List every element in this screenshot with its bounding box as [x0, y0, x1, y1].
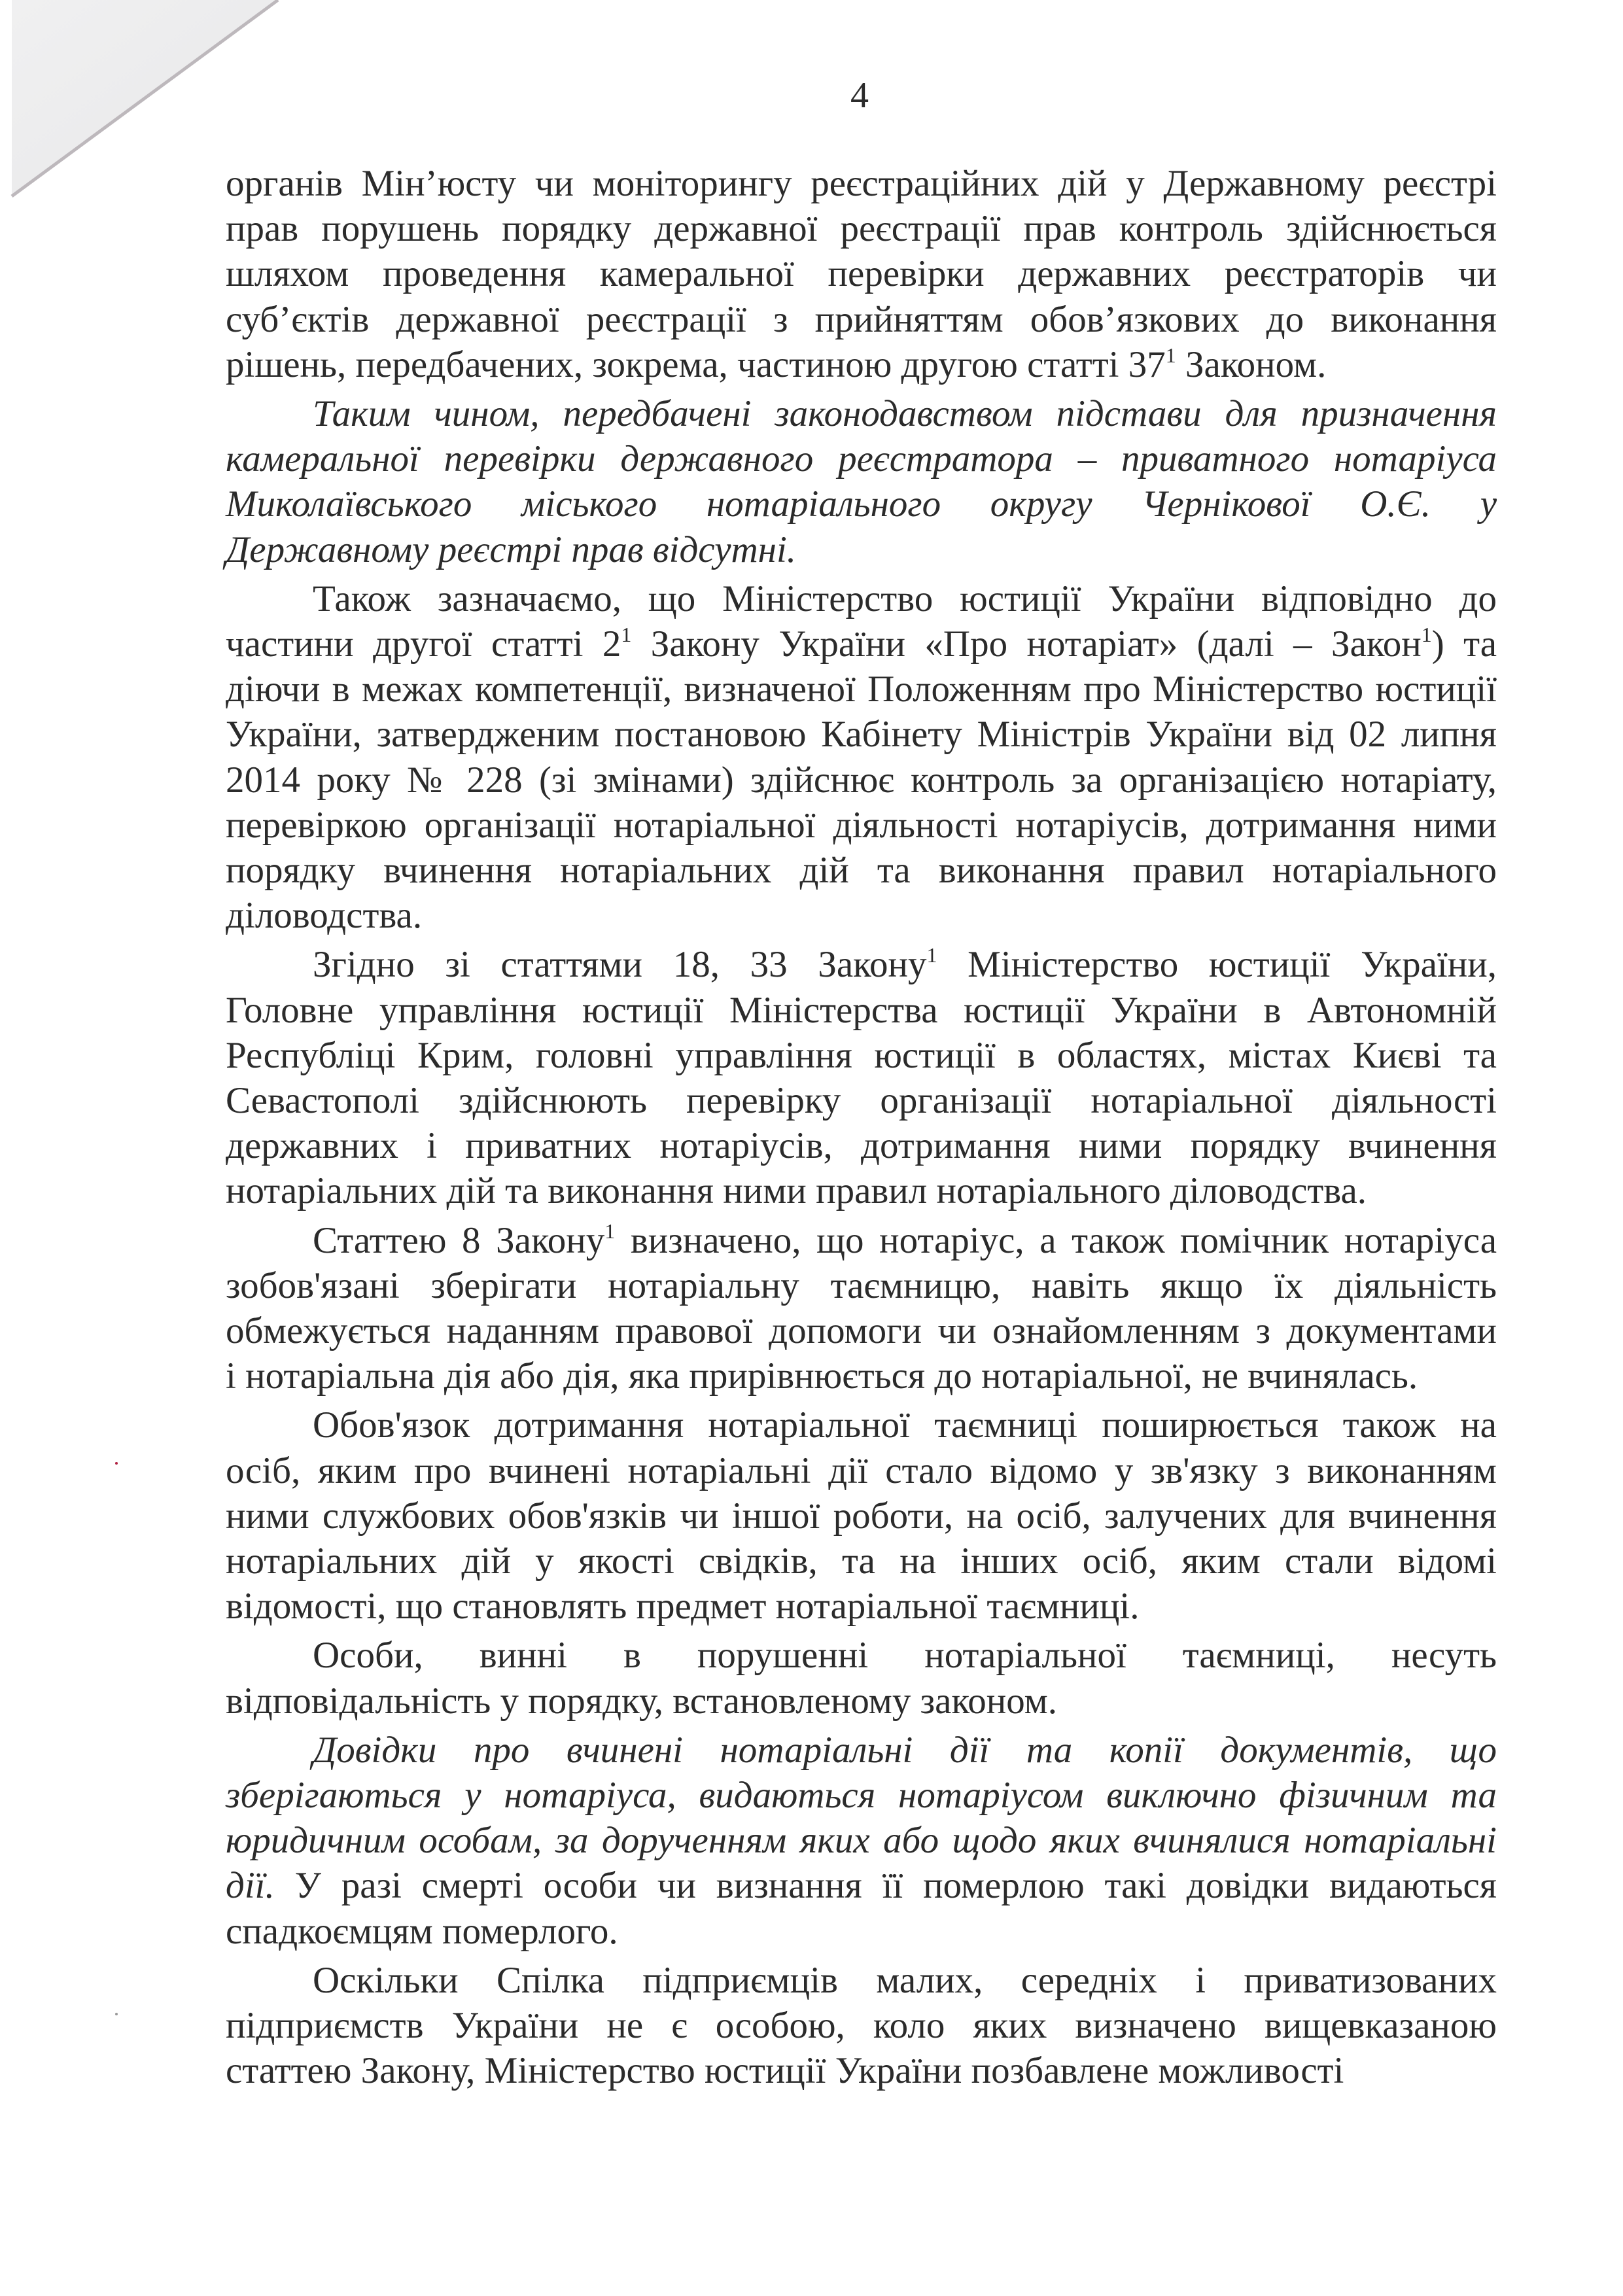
text-segment: Законом. — [1176, 343, 1327, 385]
text-line — [226, 1865, 1497, 1907]
scan-speck — [115, 1462, 118, 1465]
text-line: Миколаївського міського нотаріального округу Чернікової О.Є. у — [226, 483, 1497, 525]
text-line: нотаріальних дій та виконання ними правил нотаріального діловодства. — [226, 1170, 1367, 1212]
text-line — [313, 943, 1497, 986]
text-line: обмежується наданням правової допомоги чи ознайомленням з документами — [226, 1310, 1497, 1351]
text-line: діловодства. — [226, 895, 423, 937]
text-line: Оскільки Спілка підприємців малих, середніх і приватизованих — [313, 1959, 1497, 2001]
text-segment: рішень, передбачених, зокрема, частиною другою статті 37 — [226, 343, 1166, 385]
text-line: спадкоємцям померлого. — [226, 1910, 618, 1952]
text-line: Головне управління юстиції Міністерства юстиції України в Автономній — [226, 989, 1497, 1031]
text-segment: У разі смерті особи чи визнання її померлою такі довідки видаються — [274, 1865, 1497, 1907]
text-line: Довідки про вчинені нотаріальні дії та копії документів, що — [313, 1729, 1497, 1771]
superscript: 1 — [926, 943, 937, 967]
text-segment: Згідно зі статтями 18, 33 Закону — [313, 944, 927, 986]
text-line: 2014 року № 228 (зі змінами) здійснює контроль за організацією нотаріату, — [226, 759, 1497, 801]
text-line: статтею Закону, Міністерство юстиції України позбавлене можливості — [226, 2050, 1344, 2092]
text-line: України, затвердженим постановою Кабінету Міністрів України від 02 липня — [226, 714, 1497, 756]
text-line: Севастополі здійснюють перевірку організації нотаріальної діяльності — [226, 1080, 1497, 1121]
text-line: суб’єктів державної реєстрації з прийняттям обов’язкових до виконання — [226, 298, 1497, 340]
text-line: Державному реєстрі прав відсутні. — [226, 529, 797, 570]
text-line: нотаріальних дій у якості свідків, та на інших осіб, яким стали відомі — [226, 1540, 1497, 1582]
text-line: відповідальність у порядку, встановленому законом. — [226, 1680, 1057, 1722]
text-segment: частини другої статті 2 — [226, 623, 621, 665]
text-line: Таким чином, передбачені законодавством підстави для призначення — [313, 393, 1497, 434]
text-line: юридичним особам, за дорученням яких або щодо яких вчинялися нотаріальні — [226, 1820, 1497, 1862]
text-line — [226, 625, 1497, 663]
text-line — [313, 1219, 1497, 1261]
text-segment: ) та — [1431, 623, 1497, 665]
text-line: Республіці Крим, головні управління юстиції в областях, містах Києві та — [226, 1034, 1497, 1076]
text-line: і нотаріальна дія або дія, яка прирівнюється до нотаріальної, не вчинялась. — [226, 1355, 1418, 1397]
text-line: відомості, що становлять предмет нотаріальної таємниці. — [226, 1586, 1140, 1627]
text-line: прав порушень порядку державної реєстрації прав контроль здійснюється — [226, 208, 1497, 250]
text-segment: Міністерство юстиції України, — [937, 944, 1497, 986]
text-line: Обов'язок дотримання нотаріальної таємниці поширюється також на — [313, 1404, 1497, 1446]
text-line: осіб, яким про вчинені нотаріальні дії стало відомо у зв'язку з виконанням — [226, 1450, 1497, 1491]
page-number: 4 — [850, 75, 869, 116]
text-line: діючи в межах компетенції, визначеної Положенням про Міністерство юстиції — [226, 669, 1497, 710]
text-line — [226, 343, 1497, 385]
text-line: зобов'язані зберігати нотаріальну таємницю, навіть якщо їх діяльність — [226, 1264, 1497, 1306]
text-line: Особи, винні в порушенні нотаріальної таємниці, несуть — [313, 1635, 1497, 1677]
text-line: підприємств України не є особою, коло яких визначено вищевказаною — [226, 2005, 1497, 2046]
superscript: 1 — [621, 623, 632, 646]
superscript: 1 — [604, 1219, 616, 1243]
superscript: 1 — [1165, 343, 1176, 367]
text-segment: Закону України «Про нотаріат» (далі – Закон — [631, 623, 1422, 665]
text-line: органів Мін’юсту чи моніторингу реєстраційних дій у Державному реєстрі — [226, 163, 1497, 204]
text-line: зберігаються у нотаріуса, видаються нотаріусом виключно фізичним та — [226, 1775, 1497, 1816]
text-line: порядку вчинення нотаріальних дій та виконання правил нотаріального — [226, 850, 1497, 891]
text-segment: дії. — [226, 1865, 275, 1907]
text-line: шляхом проведення камеральної перевірки державних реєстраторів чи — [226, 253, 1497, 295]
text-line: державних і приватних нотаріусів, дотримання ними порядку вчинення — [226, 1125, 1497, 1167]
text-line: перевіркою організації нотаріальної діяльності нотаріусів, дотримання ними — [226, 804, 1497, 846]
text-line: ними службових обов'язків чи іншої роботи, на осіб, залучених для вчинення — [226, 1495, 1497, 1537]
scan-speck — [115, 2013, 118, 2015]
text-segment: Статтею 8 Закону — [313, 1219, 605, 1261]
text-line: камеральної перевірки державного реєстратора – приватного нотаріуса — [226, 438, 1497, 480]
text-segment: визначено, що нотаріус, а також помічник нотаріуса — [615, 1219, 1497, 1261]
text-line: Також зазначаємо, що Міністерство юстиції України відповідно до — [313, 578, 1497, 619]
superscript: 1 — [1421, 623, 1432, 646]
